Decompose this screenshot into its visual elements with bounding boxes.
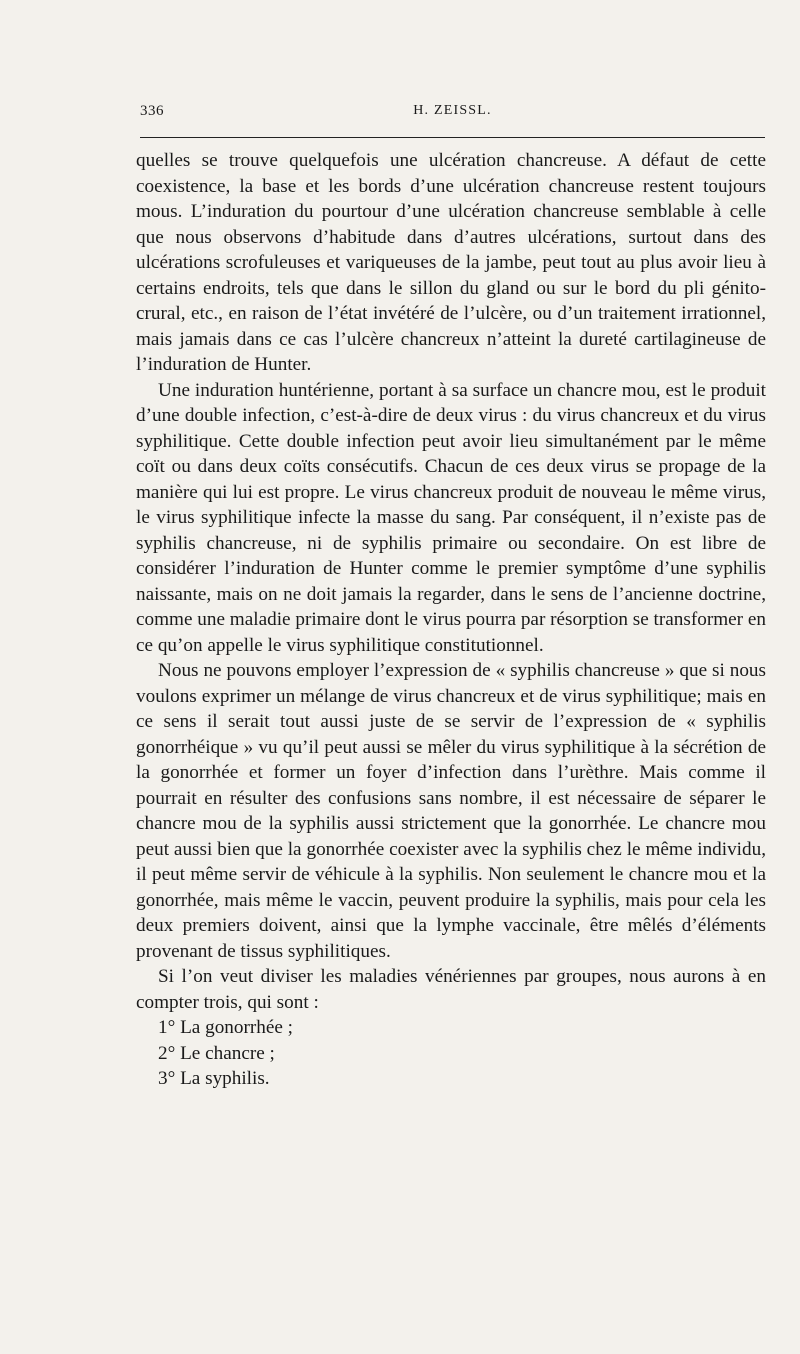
paragraph: Une induration huntérienne, portant à sa surface un chancre mou, est le produit d’une double infection, c’est-à-dire de deux virus : du virus chancreux et du virus syphilitique. Cette double infection peut avoir lieu simultanément par le même coït ou dans deux coïts consécutifs. Chacun de ces deux virus se propage de la manière qui lui est propre. Le virus chancreux produit de nouveau le même virus, le virus syphilitique infecte la masse du sang. Par conséquent, il n’existe pas de syphilis chancreuse, ni de syphilis primaire ou secondaire. On est libre de considérer l’induration de Hunter comme le premier symptôme d’une syphilis naissante, mais on ne doit jamais la regarder, dans le sens de l’ancienne doctrine, comme une maladie primaire dont le virus pourra par résorption se transformer en ce qu’on appelle le virus syphilitique constitutionnel. — [136, 379, 766, 656]
page-number: 336 — [140, 103, 164, 119]
list-item: 1° La gonorrhée ; — [158, 1017, 294, 1038]
page-header — [140, 103, 765, 127]
list-item: 3° La syphilis. — [158, 1068, 270, 1089]
list-item: 2° Le chancre ; — [158, 1042, 275, 1064]
header-rule — [140, 137, 765, 138]
disease-list — [136, 1015, 766, 1092]
paragraph: Nous ne pouvons employer l’expression de « syphilis chancreuse » que si nous voulons exprimer un mélange de virus chancreux et de virus syphilitique; mais en ce sens il serait tout aussi juste de se servir de l’expression de « syphilis gonorrhéique » vu qu’il peut aussi se mêler du virus syphilitique à la sécrétion de la gonorrhée et former un foyer d’infection dans l’urèthre. Mais comme il pourrait en résulter des confusions sans nombre, il est nécessaire de séparer le chancre mou de la syphilis aussi strictement que la gonorrhée. Le chancre mou peut aussi bien que la gonorrhée coexister avec la syphilis chez le même individu, il peut même servir de véhicule à la syphilis. Non seulement le chancre mou et la gonorrhée, mais même le vaccin, peuvent produire la syphilis, mais pour cela les deux premiers doivent, ainsi que la lymphe vaccinale, être mêlés d’éléments provenant de tissus syphilitiques. — [136, 660, 766, 962]
paragraph: quelles se trouve quelquefois une ulcération chancreuse. A défaut de cette coexistence, la base et les bords d’une ulcération chancreuse restent toujours mous. L’induration du pourtour d’une ulcération chancreuse semblable à celle que nous observons d’habitude dans d’autres ulcérations, surtout dans des ulcérations scrofuleuses et variqueuses de la jambe, peut tout au plus avoir lieu à certains endroits, tels que dans le sillon du gland ou sur le bord du pli génito-crural, etc., en raison de l’état invétéré de l’ulcère, ou d’un traitement irrationnel, mais jamais dans ce cas l’ulcère chancreux n’atteint la dureté cartilagineuse de l’induration de Hunter. — [136, 150, 766, 375]
running-head: H. ZEISSL. — [413, 103, 492, 118]
paragraph: Si l’on veut diviser les maladies vénériennes par groupes, nous aurons à en compter trois, qui sont : — [136, 966, 766, 1013]
body-text — [136, 148, 766, 1092]
